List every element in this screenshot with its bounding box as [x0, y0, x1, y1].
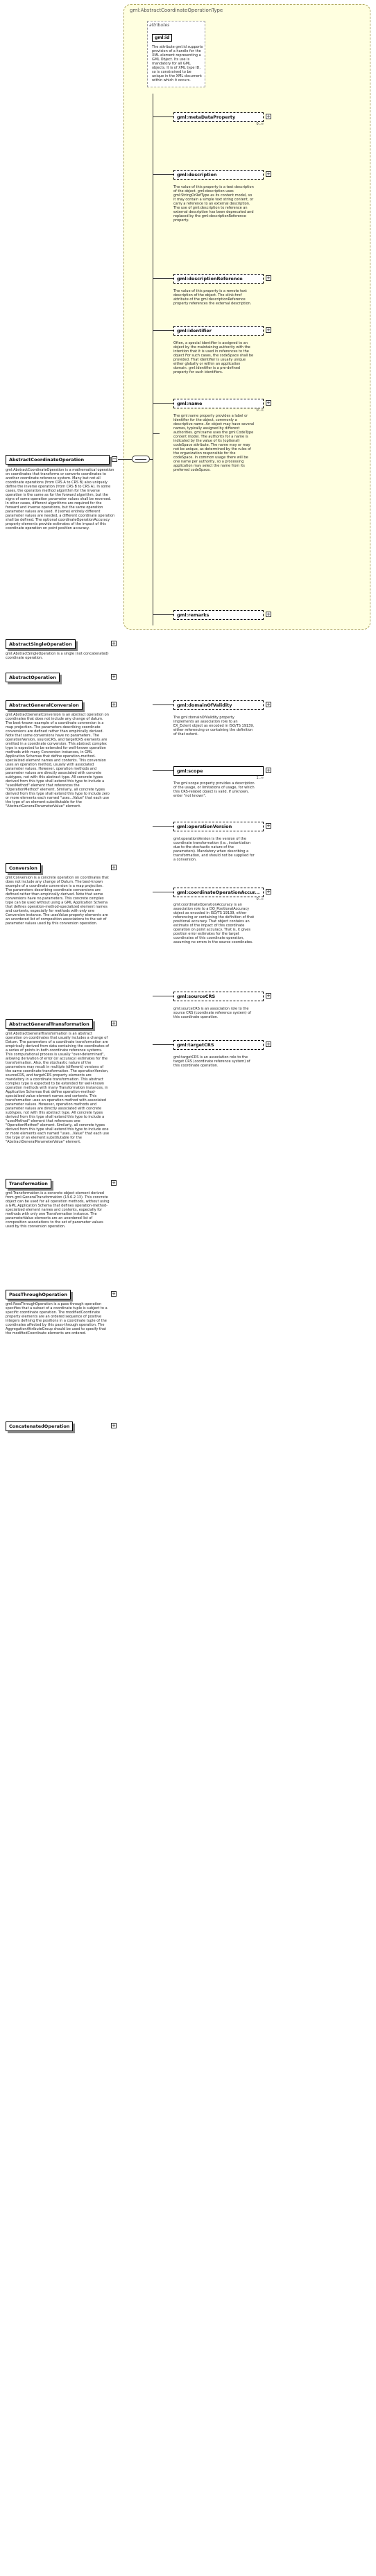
child-cardinality: 1..∞ [256, 776, 264, 780]
substitution-expand-icon[interactable]: + [112, 1423, 116, 1428]
substitution-expand-icon[interactable]: + [112, 1291, 116, 1297]
child-connector [153, 403, 173, 404]
child-expand-icon[interactable]: + [266, 114, 271, 119]
child-expand-icon[interactable]: + [266, 171, 271, 177]
child-connector [153, 116, 173, 117]
substitution-element-2[interactable]: AbstractGeneralConversion [6, 700, 83, 710]
child-expand-icon[interactable]: + [266, 702, 271, 707]
child-cardinality: 0..∞ [256, 897, 264, 901]
child-expand-icon[interactable]: + [266, 327, 271, 333]
substitution-description: gml:PassThroughOperation is a pass-through operation specifies that a subset of a coordinate tuple is subject to a specific coordinate operation. The modifiedCoordinate property elements are an ordered sequence of positive integers defining the positions in a coordinate tuple of the coordinates affected by this pass-through operation. The AggregationAttributeGroup should be used to specify that the modifiedCoordinate elements are ordered. [6, 1302, 108, 1335]
substitution-description: gml:Transformation is a concrete object element derived from gml:GeneralTransformation (13.6.2.13). This concrete object can be used for all operation methods, without using a GML Application Schema that defines operation-method-specialized element names and contents, especially for methods with only one Transformation instance. The parameterValue elements are an unordered list of composition associations to the set of parameter values used by this conversion operation. [6, 1191, 110, 1229]
child-element-3[interactable]: gml:identifier [173, 326, 264, 336]
child-connector [153, 704, 173, 705]
child-cardinality: 0..∞ [256, 122, 264, 126]
child-expand-icon[interactable]: + [266, 612, 271, 617]
child-element-4[interactable]: gml:name [173, 399, 264, 408]
child-element-1[interactable]: gml:description [173, 170, 264, 180]
child-description: The gml:domainOfValidity property implements an association role to an EX_Extent object as encoded in ISO/TS 19139, either referencing or containing the definition of that extent. [173, 716, 255, 736]
substitution-expand-icon[interactable]: + [112, 1180, 116, 1186]
child-connector [153, 1044, 173, 1045]
child-connector [153, 614, 173, 615]
substitution-element-7[interactable]: ConcatenatedOperation [6, 1421, 73, 1431]
child-connector [153, 770, 173, 771]
child-expand-icon[interactable]: + [266, 889, 271, 894]
child-expand-icon[interactable]: + [266, 400, 271, 406]
substitution-expand-icon[interactable]: + [112, 641, 116, 646]
gml-id-attribute[interactable]: gml:id [152, 34, 172, 42]
child-expand-icon[interactable]: + [266, 275, 271, 281]
child-element-11[interactable]: gml:targetCRS [173, 1040, 264, 1050]
complex-type-box [123, 4, 370, 630]
root-expand-icon[interactable]: − [112, 456, 117, 462]
substitution-element-3[interactable]: Conversion [6, 863, 41, 873]
root-description: gml:AbstractCoordinateOperation is a mathematical operation on coordinates that transforms or converts coordinates to another coordinate reference system. Many but not all coordinate operations (from CRS A to CRS B) also uniquely define the inverse operation (from CRS B to CRS A). In some cases, the operation method algorithm for the inverse operation is the same as for the forward algorithm, but the signs of some operation parameter values shall be reversed. In other cases, different algorithms are required for the forward and inverse operations, but the same operation parameter values are used. If (some) entirely different parameter values are needed, a different coordinate operation shall be defined. The optional coordinateOperationAccuracy property elements provide estimates of the impact of this coordinate operation on point position accuracy. [6, 468, 115, 530]
child-element-0[interactable]: gml:metaDataProperty [173, 112, 264, 122]
substitution-element-0[interactable]: AbstractSingleOperation [6, 639, 76, 649]
substitution-element-6[interactable]: PassThroughOperation [6, 1290, 71, 1299]
substitution-description: gml:AbstractGeneralConversion is an abstract operation on coordinates that does not include any change of datum. The best-known example of a coordinate conversion is a map projection. The parameters describing coordinate conversions are defined rather than empirically derived. Note that some conversions have no parameters. The operationVersion, sourceCRS, and targetCRS elements are omitted in a coordinate conversion. This abstract complex type is expected to be extended for well-known operation methods with many Conversion instances, in GML Application Schemas that define operation-method-specialized element names and contents. This conversion uses an operation method, usually with associated parameter values. However, operation methods and parameter values are directly associated with concrete subtypes, not with this abstract type. All concrete types derived from this type shall extend this type to include a "usesMethod" element that references the "OperationMethod" element. Similarly, all concrete types derived from this type shall extend this type to include zero or more elements each named "uses...Value" that each use the type of an element substitutable for the "AbstractGeneralParameterValue" element. [6, 713, 110, 809]
child-connector [153, 278, 173, 279]
substitution-element-5[interactable]: Transformation [6, 1179, 51, 1188]
child-element-9[interactable]: gml:coordinateOperationAccur... [173, 888, 264, 897]
child-element-8[interactable]: gml:operationVersion [173, 822, 264, 831]
child-description: gml:sourceCRS is an association role to the source CRS (coordinate reference system) of this coordinate operation. [173, 1007, 252, 1019]
child-cardinality: 0..∞ [256, 408, 264, 413]
substitution-description: gml:AbstractGeneralTransformation is an abstract operation on coordinates that usually includes a change of Datum. The parameters of a coordinate transformation are empirically derived from data containing the coordinates of a series of points in both coordinate reference systems. This computational process is usually "over-determined", allowing derivation of error (or accuracy) estimates for the transformation. Also, the stochastic nature of the parameters may result in multiple (different) versions of the same coordinate transformation. The operationVersion, sourceCRS, and targetCRS property elements are mandatory in a coordinate transformation. This abstract complex type is expected to be extended for well-known operation methods with many Transformation instances, in Application Schemas that define operation-method-specialized value element names and contents. This transformation uses an operation method with associated parameter values. However, operation methods and parameter values are directly associated with concrete subtypes, not with this abstract type. All concrete types derived from this type shall extend this type to include a "usesMethod" element that references one "OperationMethod" element. Similarly, all concrete types derived from this type shall extend this type to include one or more elements each named "uses...Value" that each use the type of an element substitutable for the "AbstractGeneralParameterValue" element. [6, 1032, 110, 1144]
substitution-expand-icon[interactable]: + [112, 702, 116, 707]
substitution-description: gml:AbstractSingleOperation is a single (not concatenated) coordinate operation. [6, 652, 109, 660]
attributes-label: attributes [149, 23, 170, 28]
root-label: AbstractCoordinateOperation [9, 457, 85, 463]
child-element-6[interactable]: gml:domainOfValidity [173, 700, 264, 710]
complex-type-title: gml:AbstractCoordinateOperationType [130, 8, 223, 13]
sequence-1-icon [132, 456, 150, 463]
child-connector [153, 330, 173, 331]
child-description: The gml:name property provides a label or identifier for the object, commonly a descriptive name. An object may have several names, typically assigned by different authorities. gml:name uses the gml:CodeType content model. The authority for a name is indicated by the value of its (optional) codeSpace attribute. The name may or may not be unique, as determined by the rules of the organization responsible for the codeSpace. In common usage there will be one name per authority, so a processing application may select the name from its preferred codeSpace. [173, 414, 255, 472]
child-description: gml:targetCRS is an association role to the target CRS (coordinate reference system) of this coordinate operation. [173, 1055, 250, 1068]
child-description: gml:coordinateOperationAccuracy is an association role to a DQ_PositionalAccuracy object as encoded in ISO/TS 19139, either referencing or containing the definition of that positional accuracy. That object contains an estimate of the impact of this coordinate operation on point accuracy. That is, it gives position error estimates for the target coordinates of this coordinate operation, assuming no errors in the source coordinates. [173, 903, 255, 944]
substitution-element-4[interactable]: AbstractGeneralTransformation [6, 1019, 93, 1029]
gml-id-description: The attribute gml:id supports provision of a handle for the XML element representing a GML Object. Its use is mandatory for all GML objects. It is of XML type ID, so is constrained to be unique in the XML document within which it occurs. [152, 45, 203, 83]
substitution-description: gml:Conversion is a concrete operation on coordinates that does not include any change of Datum. The best-known example of a coordinate conversion is a map projection. The parameters describing coordinate conversions are defined rather than empirically derived. Note that some conversions have no parameters. This concrete complex type can be used without using a GML Application Schema that defines operation-method-specialized element names and contents, especially for methods with only one Conversion instance. The usesValue property elements are an unordered list of composition associations to the set of parameter values used by this conversion operation. [6, 876, 109, 926]
child-expand-icon[interactable]: + [266, 1041, 271, 1047]
child-element-5[interactable]: gml:remarks [173, 610, 264, 620]
attributes-box [147, 21, 205, 87]
substitution-element-1[interactable]: AbstractOperation [6, 673, 60, 682]
substitution-expand-icon[interactable]: + [112, 674, 116, 680]
child-description: Often, a special identifier is assigned to an object by the maintaining authority with the intention that it is used in references to the object For such cases, the codeSpace shall be provided. That identifier is usually unique either globally or within an application domain. gml:identifier is a pre-defined property for such identifiers. [173, 341, 254, 374]
child-element-2[interactable]: gml:descriptionReference [173, 274, 264, 284]
substitution-expand-icon[interactable]: + [112, 1021, 116, 1026]
child-description: The gml:scope property provides a description of the usage, or limitations of usage, for which this CRS-related object is valid. If unknown, enter "not known". [173, 781, 255, 798]
child-connector [153, 826, 173, 827]
child-expand-icon[interactable]: + [266, 823, 271, 829]
child-description: The value of this property is a text description of the object. gml:description uses gml:StringOrRefType as its content model, so it may contain a simple text string content, or carry a reference to an external description. The use of gml:description to reference an external description has been deprecated and replaced by the gml:descriptionReference property. [173, 185, 254, 223]
child-expand-icon[interactable]: + [266, 768, 271, 773]
child-element-7[interactable]: gml:scope [173, 766, 264, 776]
child-connector [153, 174, 173, 175]
child-element-10[interactable]: gml:sourceCRS [173, 992, 264, 1001]
child-expand-icon[interactable]: + [266, 993, 271, 999]
substitution-expand-icon[interactable]: + [112, 865, 116, 870]
child-description: gml:operationVersion is the version of the coordinate transformation (i.e., instantiation due to the stochastic nature of the parameters). Mandatory when describing a transformation, and should not be supplied for a conversion. [173, 837, 255, 862]
child-description: The value of this property is a remote text description of the object. The xlink:href attribute of the gml:descriptionReference property references the external description. [173, 289, 252, 306]
root-element[interactable] [6, 455, 110, 465]
root-connector [118, 459, 132, 460]
